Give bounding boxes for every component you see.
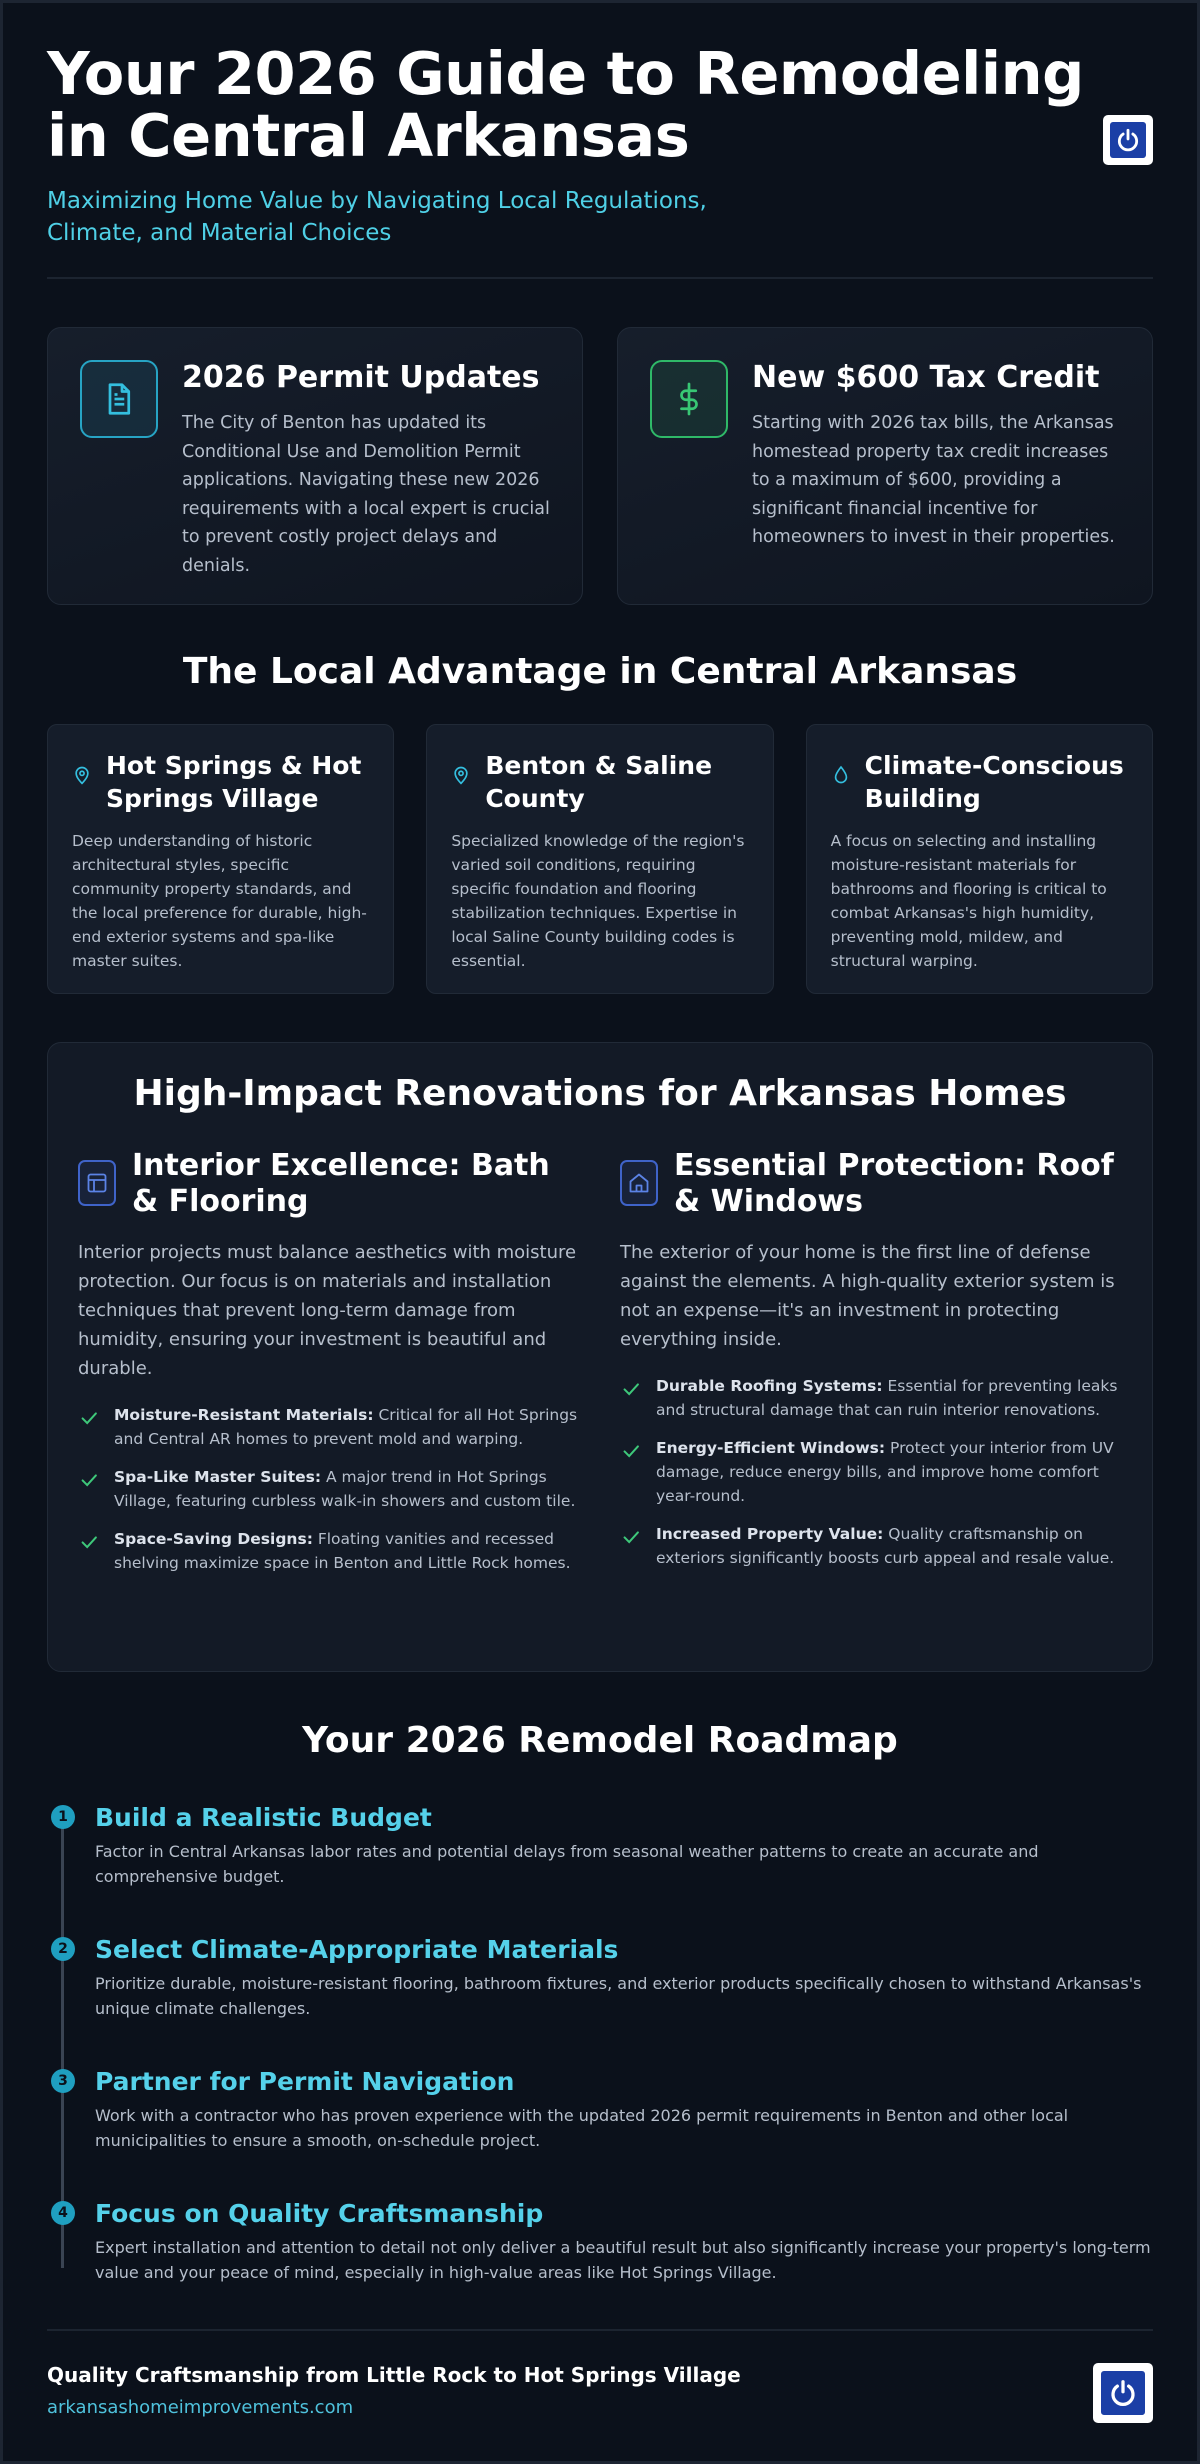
advantage-card-hot-springs: [47, 724, 394, 994]
checklist: [78, 1403, 580, 1575]
advantage-card-text: A focus on selecting and installing moisture-resistant materials for bathrooms and flooring is critical to combat Arkansas's high humidity, preventing mold, mildew, and structural warping.: [830, 832, 1107, 970]
item-text: Quality craftsmanship on exteriors significantly boosts curb appeal and resale value.: [656, 1525, 1115, 1567]
card-title: 2026 Permit Updates: [182, 360, 540, 395]
item-text: Protect your interior from UV damage, reduce energy bills, and improve home comfort year-round.: [656, 1439, 1114, 1505]
item-text: Essential for preventing leaks and structural damage that can ruin interior renovations.: [656, 1377, 1118, 1419]
check-icon: [620, 1526, 642, 1548]
advantage-card-text: Deep understanding of historic architectural styles, specific community property standards, and the local preference for durable, high-end exterior systems and spa-like master suites.: [72, 832, 367, 970]
page-title: Your 2026 Guide to Remodeling in Central Arkansas: [47, 39, 1084, 170]
power-icon: [1108, 2378, 1138, 2408]
column-title: Essential Protection: Roof & Windows: [674, 1148, 1114, 1219]
list-item: [620, 1522, 1122, 1570]
document-icon: [101, 381, 137, 417]
exterior-column: [620, 1148, 1122, 1589]
item-text: Floating vanities and recessed shelving maximize space in Benton and Little Rock homes.: [114, 1530, 571, 1572]
roadmap-step: [47, 2067, 1153, 2199]
advantage-cards: [47, 724, 1153, 994]
step-number: 4: [51, 2201, 75, 2225]
page-header: [47, 3, 1153, 279]
item-label: Increased Property Value:: [656, 1525, 884, 1543]
list-item: [620, 1374, 1122, 1422]
column-text: Interior projects must balance aesthetics with moisture protection. Our focus is on materials and installation techniques that prevent long-term damage from humidity, ensuring your investment is beautiful and durable.: [78, 1242, 577, 1379]
roadmap-step: [47, 1935, 1153, 2067]
footer-logo: [1093, 2363, 1153, 2423]
advantage-card-title: Benton & Saline County: [485, 751, 713, 813]
footer-url-link[interactable]: arkansashomeimprovements.com: [47, 2397, 354, 2418]
item-label: Moisture-Resistant Materials:: [114, 1406, 374, 1424]
renovations-panel: [47, 1042, 1153, 1672]
item-text: A major trend in Hot Springs Village, featuring curbless walk-in showers and custom tile.: [114, 1468, 576, 1510]
water-drop-icon: [831, 765, 851, 785]
advantage-card-climate: [806, 724, 1153, 994]
page-subtitle: Maximizing Home Value by Navigating Local Regulations, Climate, and Material Choices: [47, 188, 707, 246]
card-title: New $600 Tax Credit: [752, 360, 1100, 395]
news-cards: [47, 327, 1153, 605]
roadmap-title: Your 2026 Remodel Roadmap: [302, 1720, 898, 1761]
step-text: Work with a contractor who has proven experience with the updated 2026 permit requirements in Benton and other local municipalities to ensure a smooth, on-schedule project.: [95, 2106, 1069, 2150]
check-icon: [78, 1469, 100, 1491]
renovations-title: High-Impact Renovations for Arkansas Homes: [133, 1073, 1067, 1114]
step-text: Expert installation and attention to detail not only deliver a beautiful result but also significantly increase your property's long-term value and your peace of mind, especially in high-value areas like Hot Springs Village.: [95, 2238, 1151, 2282]
item-label: Durable Roofing Systems:: [656, 1377, 883, 1395]
dollar-icon-box: [650, 360, 728, 438]
document-icon-box: [80, 360, 158, 438]
advantage-card-benton: [426, 724, 773, 994]
interior-column: [78, 1148, 580, 1589]
step-number: 1: [51, 1805, 75, 1829]
check-icon: [78, 1407, 100, 1429]
house-icon: [627, 1171, 651, 1195]
step-title: Select Climate-Appropriate Materials: [95, 1935, 619, 1964]
step-text: Prioritize durable, moisture-resistant flooring, bathroom fixtures, and exterior products specifically chosen to withstand Arkansas's unique climate challenges.: [95, 1974, 1142, 2018]
page-footer: [47, 2329, 1153, 2418]
step-number: 2: [51, 1937, 75, 1961]
card-text: Starting with 2026 tax bills, the Arkansas homestead property tax credit increases to a maximum of $600, providing a significant financial incentive for homeowners to invest in their properties.: [752, 413, 1115, 547]
item-text: Critical for all Hot Springs and Central AR homes to prevent mold and warping.: [114, 1406, 578, 1448]
step-text: Factor in Central Arkansas labor rates and potential delays from seasonal weather patterns to create an accurate and comprehensive budget.: [95, 1842, 1039, 1886]
card-text: The City of Benton has updated its Conditional Use and Demolition Permit applications. Navigating these new 2026 requirements with a local expert is crucial to prevent costly project delays and denials.: [182, 413, 550, 576]
item-label: Space-Saving Designs:: [114, 1530, 313, 1548]
map-pin-icon: [72, 765, 92, 785]
footer-title: Quality Craftsmanship from Little Rock to Hot Springs Village: [47, 2363, 741, 2387]
check-icon: [78, 1531, 100, 1553]
roadmap-step: [47, 1803, 1153, 1935]
advantage-card-text: Specialized knowledge of the region's varied soil conditions, requiring specific foundation and flooring stabilization techniques. Expertise in local Saline County building codes is essential.: [451, 832, 745, 970]
roadmap-timeline: [47, 1803, 1153, 2331]
tax-credit-card: [617, 327, 1153, 605]
roadmap-step: [47, 2199, 1153, 2331]
column-text: The exterior of your home is the first line of defense against the elements. A high-quality exterior system is not an expense—it's an investment in protecting everything inside.: [620, 1242, 1115, 1350]
permit-updates-card: [47, 327, 583, 605]
item-label: Spa-Like Master Suites:: [114, 1468, 322, 1486]
list-item: [620, 1436, 1122, 1508]
list-item: [78, 1403, 580, 1451]
step-title: Focus on Quality Craftsmanship: [95, 2199, 544, 2228]
step-title: Build a Realistic Budget: [95, 1803, 432, 1832]
item-label: Energy-Efficient Windows:: [656, 1439, 886, 1457]
advantage-card-title: Climate-Conscious Building: [864, 751, 1124, 813]
advantage-title: The Local Advantage in Central Arkansas: [182, 651, 1018, 692]
map-pin-icon: [451, 765, 471, 785]
power-icon: [1115, 127, 1141, 153]
checklist: [620, 1374, 1122, 1570]
dollar-icon: [671, 381, 707, 417]
advantage-card-title: Hot Springs & Hot Springs Village: [106, 751, 362, 813]
check-icon: [620, 1378, 642, 1400]
list-item: [78, 1527, 580, 1575]
column-title: Interior Excellence: Bath & Flooring: [132, 1148, 550, 1219]
step-title: Partner for Permit Navigation: [95, 2067, 515, 2096]
list-item: [78, 1465, 580, 1513]
layout-icon: [85, 1171, 109, 1195]
check-icon: [620, 1440, 642, 1462]
brand-logo: [1103, 115, 1153, 165]
step-number: 3: [51, 2069, 75, 2093]
